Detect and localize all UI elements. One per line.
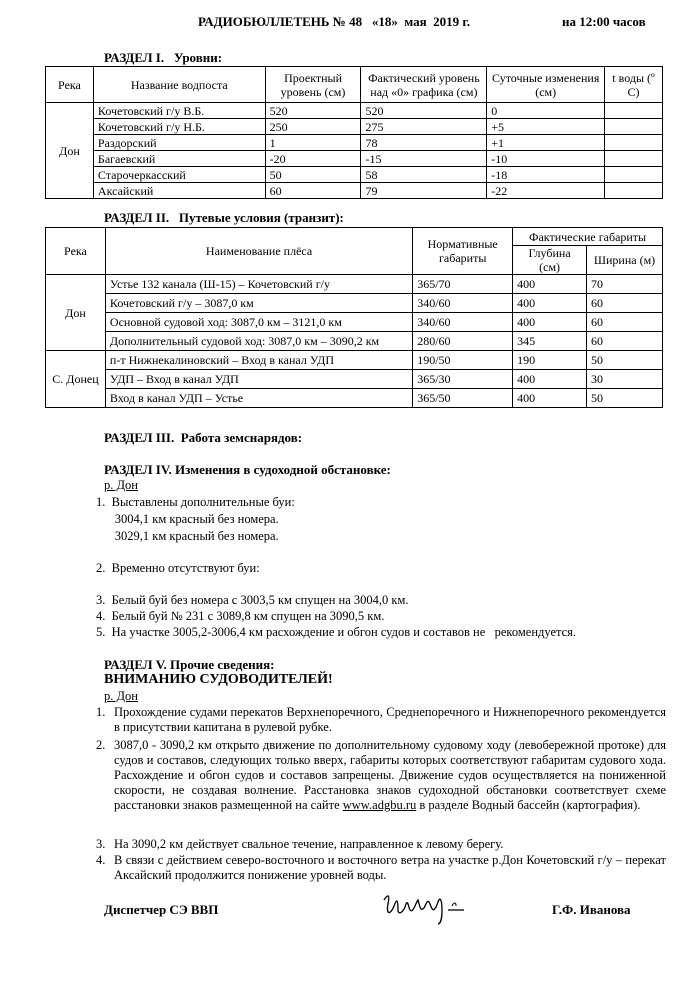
- water-temp: [605, 183, 663, 199]
- section5-river: р. Дон: [104, 689, 138, 703]
- levels-header-row: [46, 67, 663, 103]
- water-temp: [605, 103, 663, 119]
- section3-title: РАЗДЕЛ III. Работа земснарядов:: [104, 430, 303, 445]
- actual-width: 50: [587, 351, 663, 370]
- actual-level: 78: [361, 135, 487, 151]
- design-level: 520: [265, 103, 361, 119]
- dispatcher-role: Диспетчер СЭ ВВП: [104, 902, 219, 917]
- water-temp: [605, 135, 663, 151]
- stretch-name: Дополнительный судовой ход: 3087,0 км – 3090,2 км: [105, 332, 412, 351]
- levels-row: [46, 167, 663, 183]
- station-name: Раздорский: [93, 135, 265, 151]
- section4-line-4: 2. Временно отсутствуют буи:: [96, 561, 260, 575]
- station-name: Аксайский: [93, 183, 265, 199]
- actual-width: 60: [587, 313, 663, 332]
- col-header-actual-level: Фактический уровень над «0» графика (см): [361, 67, 487, 103]
- section4-line-1: 1. Выставлены дополнительные буи:: [96, 495, 295, 509]
- transit-river-cell: Дон: [46, 275, 106, 351]
- daily-change: +5: [487, 119, 605, 135]
- transit-row: [46, 294, 663, 313]
- stretch-name: п-т Нижнекалиновский – Вход в канал УДП: [105, 351, 412, 370]
- station-name: Багаевский: [93, 151, 265, 167]
- actual-depth: 400: [513, 294, 587, 313]
- section4-line-3: 3029,1 км красный без номера.: [96, 529, 279, 543]
- section4-line-6: 4. Белый буй № 231 с 3089,8 км спущен на 3090,5 км.: [96, 609, 385, 623]
- actual-level: 520: [361, 103, 487, 119]
- section4-river: р. Дон: [104, 478, 138, 492]
- actual-depth: 400: [513, 275, 587, 294]
- normative-dims: 365/30: [413, 370, 513, 389]
- actual-width: 60: [587, 332, 663, 351]
- stretch-name: Вход в канал УДП – Устье: [105, 389, 412, 408]
- design-level: -20: [265, 151, 361, 167]
- col-header-daily-change: Суточные изменения (см): [487, 67, 605, 103]
- attention-heading: ВНИМАНИЮ СУДОВОДИТЕЛЕЙ!: [104, 672, 333, 687]
- design-level: 250: [265, 119, 361, 135]
- normative-dims: 340/60: [413, 313, 513, 332]
- col-header-station: Название водпоста: [93, 67, 265, 103]
- actual-depth: 345: [513, 332, 587, 351]
- stretch-name: Устье 132 канала (Ш-15) – Кочетовский г/у: [105, 275, 412, 294]
- transit-header-actual: Фактические габариты: [513, 228, 663, 246]
- normative-dims: 190/50: [413, 351, 513, 370]
- actual-depth: 400: [513, 313, 587, 332]
- actual-depth: 190: [513, 351, 587, 370]
- notice-3: 3. На 3090,2 км действует свальное течение, направленное к левому берегу.: [96, 837, 504, 851]
- transit-row: [46, 275, 663, 294]
- water-temp: [605, 151, 663, 167]
- notice-1: 1. Прохождение судами перекатов Верхнепоречного, Среднепоречного и Нижнепоречного рекомендуется в присутствии капитана в рулевой рубке.: [96, 705, 666, 734]
- actual-level: -15: [361, 151, 487, 167]
- station-name: Кочетовский г/у В.Б.: [93, 103, 265, 119]
- normative-dims: 280/60: [413, 332, 513, 351]
- transit-header-depth: Глубина (см): [513, 246, 587, 275]
- bulletin-title: РАДИОБЮЛЛЕТЕНЬ № 48 «18» мая 2019 г.: [198, 14, 471, 29]
- actual-level: 79: [361, 183, 487, 199]
- transit-header-river: Река: [46, 228, 106, 275]
- normative-dims: 340/60: [413, 294, 513, 313]
- notice-2: 2. 3087,0 - 3090,2 км открыто движение по дополнительному судовому ходу (левобережной протоке) для судов и составов, следующих только вверх, габариты которых соответствуют габаритам судового хода. Расхождение и обгон судов и составов запрещены. Движение судов осуществляется на пониженной скорости, не создавая волнение. Расстановка знаков судоходной обстановки соответствует схеме расстановки знаков размещенной на сайте www.adgbu.ru в разделе Водный бассейн (картография).: [96, 738, 666, 812]
- daily-change: -10: [487, 151, 605, 167]
- actual-width: 70: [587, 275, 663, 294]
- levels-row: [46, 119, 663, 135]
- station-name: Кочетовский г/у Н.Б.: [93, 119, 265, 135]
- stretch-name: УДП – Вход в канал УДП: [105, 370, 412, 389]
- water-temp: [605, 119, 663, 135]
- design-level: 60: [265, 183, 361, 199]
- normative-dims: 365/50: [413, 389, 513, 408]
- stretch-name: Основной судовой ход: 3087,0 км – 3121,0 км: [105, 313, 412, 332]
- levels-river-cell: Дон: [46, 103, 94, 199]
- col-header-water-temp: t воды (º С): [605, 67, 663, 103]
- section4-line-7: 5. На участке 3005,2-3006,4 км расхождение и обгон судов и составов не рекомендуется.: [96, 625, 577, 639]
- transit-river-cell: С. Донец: [46, 351, 106, 408]
- transit-row: [46, 332, 663, 351]
- daily-change: -22: [487, 183, 605, 199]
- actual-width: 60: [587, 294, 663, 313]
- actual-level: 275: [361, 119, 487, 135]
- dispatcher-name: Г.Ф. Иванова: [552, 902, 631, 917]
- transit-row: [46, 370, 663, 389]
- actual-depth: 400: [513, 370, 587, 389]
- design-level: 50: [265, 167, 361, 183]
- levels-table: [45, 66, 663, 199]
- stretch-name: Кочетовский г/у – 3087,0 км: [105, 294, 412, 313]
- station-name: Старочеркасский: [93, 167, 265, 183]
- transit-row: [46, 389, 663, 408]
- adgbu-link[interactable]: www.adgbu.ru: [342, 798, 417, 812]
- levels-row: [46, 103, 663, 119]
- actual-depth: 400: [513, 389, 587, 408]
- levels-row: [46, 135, 663, 151]
- daily-change: -18: [487, 167, 605, 183]
- col-header-river: Река: [46, 67, 94, 103]
- water-temp: [605, 167, 663, 183]
- section4-line-2: 3004,1 км красный без номера.: [96, 512, 279, 526]
- actual-width: 50: [587, 389, 663, 408]
- transit-header-normative: Нормативные габариты: [413, 228, 513, 275]
- levels-row: [46, 183, 663, 199]
- daily-change: 0: [487, 103, 605, 119]
- actual-width: 30: [587, 370, 663, 389]
- col-header-design-level: Проектный уровень (см): [265, 67, 361, 103]
- transit-header-stretch: Наименование плёса: [105, 228, 412, 275]
- normative-dims: 365/70: [413, 275, 513, 294]
- levels-row: [46, 151, 663, 167]
- transit-row: [46, 313, 663, 332]
- section4-line-5: 3. Белый буй без номера с 3003,5 км спущен на 3004,0 км.: [96, 593, 409, 607]
- section2-title: РАЗДЕЛ II. Путевые условия (транзит):: [104, 210, 344, 225]
- daily-change: +1: [487, 135, 605, 151]
- section5-title: РАЗДЕЛ V. Прочие сведения:: [104, 657, 275, 672]
- bulletin-time: на 12:00 часов: [562, 14, 646, 29]
- section4-title: РАЗДЕЛ IV. Изменения в судоходной обстановке:: [104, 462, 391, 477]
- signature-image: [380, 890, 485, 926]
- notice-4: 4. В связи с действием северо-восточного и восточного ветра на участке р.Дон Кочетовский г/у – перекат Аксайский продолжится понижение уровней воды.: [96, 853, 666, 882]
- actual-level: 58: [361, 167, 487, 183]
- transit-table: [45, 227, 663, 408]
- transit-header-width: Ширина (м): [587, 246, 663, 275]
- section1-title: РАЗДЕЛ I. Уровни:: [104, 50, 223, 65]
- design-level: 1: [265, 135, 361, 151]
- transit-row: [46, 351, 663, 370]
